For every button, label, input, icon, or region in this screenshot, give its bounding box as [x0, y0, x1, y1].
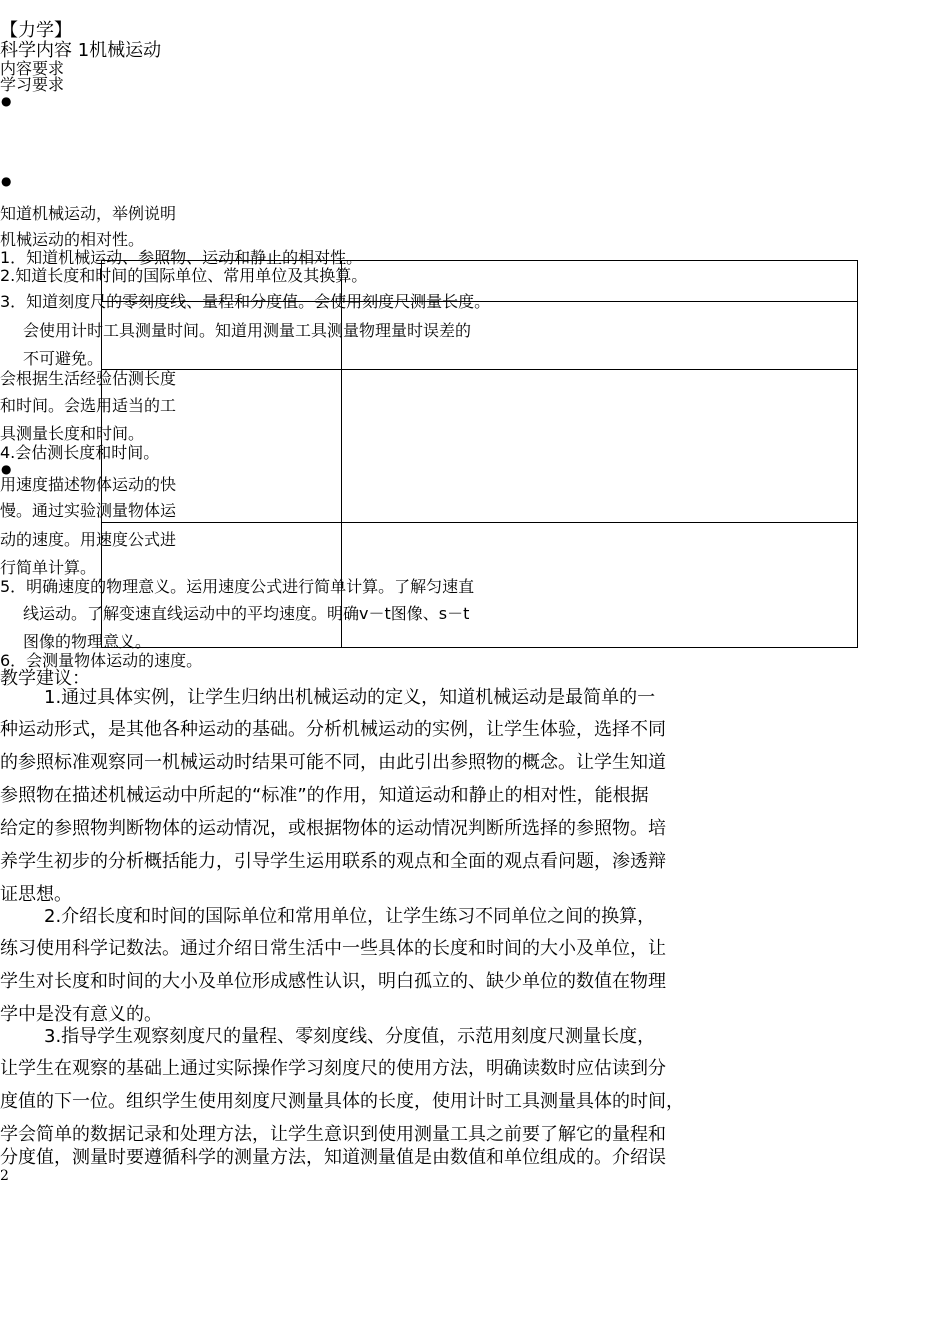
- requirement-2: 2.知道长度和时间的国际单位、常用单位及其换算。: [0, 266, 368, 285]
- paragraph-2-line: 学中是没有意义的。: [0, 1004, 162, 1025]
- science-content-heading: 科学内容 1机械运动: [0, 40, 162, 61]
- bullet-mark: ●: [1, 174, 12, 188]
- requirement-5-line: 5．明确速度的物理意义。运用速度公式进行简单计算。了解匀速直: [0, 577, 475, 596]
- left-cell-text: 慢。通过实验测量物体运: [0, 501, 177, 520]
- paragraph-3-line: 学会简单的数据记录和处理方法，让学生意识到使用测量工具之前要了解它的量程和: [0, 1124, 666, 1145]
- paragraph-1-line: 证思想。: [0, 884, 72, 905]
- paragraph-1-line: 给定的参照物判断物体的运动情况，或根据物体的运动情况判断所选择的参照物。培: [0, 818, 666, 839]
- learning-requirements-label: 学习要求: [0, 75, 65, 94]
- paragraph-2-line: 2.介绍长度和时间的国际单位和常用单位，让学生练习不同单位之间的换算，: [44, 906, 656, 927]
- paragraph-1-line: 参照物在描述机械运动中所起的“标准”的作用，知道运动和静止的相对性，能根据: [0, 785, 649, 806]
- left-cell-text: 动的速度。用速度公式进: [0, 530, 177, 549]
- requirement-3-line: 3．知道刻度尺的零刻度线、量程和分度值。会使用刻度尺测量长度。: [0, 292, 491, 311]
- requirement-3-line: 会使用计时工具测量时间。知道用测量工具测量物理量时误差的: [23, 321, 472, 340]
- requirement-4: 4.会估测长度和时间。: [0, 443, 160, 462]
- category-heading: 【力学】: [0, 20, 72, 41]
- paragraph-3-line: 3.指导学生观察刻度尺的量程、零刻度线、分度值，示范用刻度尺测量长度，: [44, 1026, 656, 1047]
- paragraph-1-line: 的参照标准观察同一机械运动时结果可能不同，由此引出参照物的概念。让学生知道: [0, 752, 666, 773]
- left-cell-text: 和时间。会选用适当的工: [0, 396, 177, 415]
- left-cell-text: 用速度描述物体运动的快: [0, 475, 177, 494]
- left-cell-text: 具测量长度和时间。: [0, 424, 145, 443]
- paragraph-1-line: 养学生初步的分析概括能力，引导学生运用联系的观点和全面的观点看问题，渗透辩: [0, 851, 666, 872]
- teaching-heading: 教学建议：: [0, 668, 90, 689]
- requirement-1: 1．知道机械运动、参照物、运动和静止的相对性。: [0, 248, 363, 267]
- page-number: 2: [0, 1168, 9, 1184]
- requirement-3-line: 不可避免。: [23, 349, 104, 368]
- paragraph-3-line: 让学生在观察的基础上通过实际操作学习刻度尺的使用方法，明确读数时应估读到分: [0, 1058, 666, 1079]
- paragraph-2-line: 练习使用科学记数法。通过介绍日常生活中一些具体的长度和时间的大小及单位，让: [0, 938, 666, 959]
- table-row-divider: [101, 522, 858, 523]
- left-cell-text: 机械运动的相对性。: [0, 230, 145, 249]
- requirement-5-line: 线运动。了解变速直线运动中的平均速度。明确v－t图像、s－t: [23, 604, 470, 623]
- requirement-6: 6．会测量物体运动的速度。: [0, 651, 203, 670]
- requirement-5-line: 图像的物理意义。: [23, 632, 152, 651]
- left-cell-text: 行简单计算。: [0, 558, 97, 577]
- left-cell-text: 知道机械运动，举例说明: [0, 204, 177, 223]
- paragraph-3-line: 度值的下一位。组织学生使用刻度尺测量具体的长度，使用计时工具测量具体的时间，: [0, 1091, 684, 1112]
- bullet-mark: ●: [1, 462, 12, 476]
- content-requirements-label: 内容要求: [0, 59, 65, 78]
- left-cell-text: 会根据生活经验估测长度: [0, 369, 177, 388]
- table-row-divider: [101, 369, 858, 370]
- paragraph-3-line: 分度值，测量时要遵循科学的测量方法，知道测量值是由数值和单位组成的。介绍误: [0, 1147, 666, 1168]
- bullet-mark: ●: [1, 94, 12, 108]
- paragraph-2-line: 学生对长度和时间的大小及单位形成感性认识，明白孤立的、缺少单位的数值在物理: [0, 971, 666, 992]
- paragraph-1-line: 1.通过具体实例，让学生归纳出机械运动的定义，知道机械运动是最简单的一: [44, 687, 656, 708]
- paragraph-1-line: 种运动形式，是其他各种运动的基础。分析机械运动的实例，让学生体验，选择不同: [0, 719, 666, 740]
